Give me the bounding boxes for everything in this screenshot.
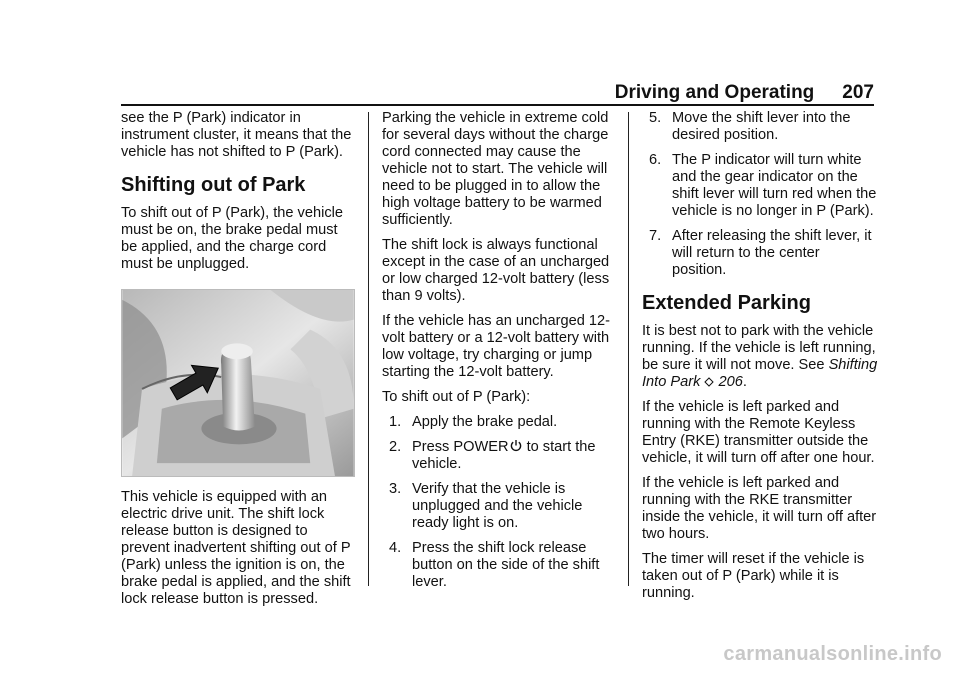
paragraph-uncharged-battery: If the vehicle has an uncharged 12-volt battery or a 12-volt battery with low voltage, try charging or jump starting the 12-volt battery. <box>382 313 610 380</box>
column-divider <box>628 112 629 586</box>
list-item: 4. Press the shift lock release button on the side of the shift lever. <box>389 540 600 590</box>
paragraph-extreme-cold: Parking the vehicle in extreme cold for several days without the charge cord connected may cause the vehicle not to start. The vehicle will need to be plugged in to allow the high voltage battery to be warmed sufficiently. <box>382 110 609 228</box>
watermark: carmanualsonline.info <box>723 643 942 665</box>
page-reference-icon <box>704 377 714 387</box>
paragraph-to-shift: To shift out of P (Park): <box>382 389 531 405</box>
running-header <box>615 82 874 104</box>
list-item: 3. Verify that the vehicle is unplugged and the vehicle ready light is on. <box>389 481 583 531</box>
paragraph-shift-requirements: To shift out of P (Park), the vehicle must be on, the brake pedal must be applied, and the charge cord must be unplugged. <box>121 205 343 272</box>
list-item: 7. After releasing the shift lever, it will return to the center position. <box>649 228 872 278</box>
list-item: 1. Apply the brake pedal. <box>389 414 558 430</box>
heading-extended-parking: Extended Parking <box>642 292 811 314</box>
paragraph-best-not-to-park: It is best not to park with the vehicle running. If the vehicle is left running, be sure it will not move. See Shifting Into Park 206. <box>642 323 878 390</box>
heading-shifting-out-of-park: Shifting out of Park <box>121 174 306 196</box>
paragraph-shift-lock-functional: The shift lock is always functional except in the case of an uncharged or low charged 12-volt battery (less than 9 volts). <box>382 237 610 304</box>
column-right <box>642 110 878 610</box>
cross-reference-link[interactable]: Shifting Into Park 206 <box>642 357 878 390</box>
paragraph-intro: see the P (Park) indicator in instrument cluster, it means that the vehicle has not shifted to P (Park). <box>121 110 352 160</box>
power-icon <box>510 439 522 452</box>
list-item: 5. Move the shift lever into the desired position. <box>649 110 851 143</box>
paragraph-rke-inside: If the vehicle is left parked and running with the RKE transmitter inside the vehicle, it will turn off after two hours. <box>642 475 877 542</box>
paragraph-timer-reset: The timer will reset if the vehicle is taken out of P (Park) while it is running. <box>642 551 865 601</box>
steps-list-b <box>642 110 878 279</box>
list-item: 2. Press POWER to start the vehicle. <box>389 439 596 472</box>
list-item: 6. The P indicator will turn white and the gear indicator on the shift lever will turn red when the vehicle is no longer in P (Park). <box>649 152 877 219</box>
paragraph-electric-drive: This vehicle is equipped with an electric drive unit. The shift lock release button is designed to prevent inadvertent shifting out of P (Park) unless the ignition is on, the brake pedal is applied, and the shift lock release button is pressed. <box>121 489 351 607</box>
column-left <box>121 110 356 616</box>
column-divider <box>368 112 369 586</box>
page-number: 207 <box>842 82 874 103</box>
steps-list-a <box>382 414 618 591</box>
section-title: Driving and Operating <box>614 82 815 103</box>
paragraph-rke-outside: If the vehicle is left parked and running with the Remote Keyless Entry (RKE) transmitter outside the vehicle, it will turn off after one hour. <box>642 399 875 466</box>
header-rule <box>121 104 874 106</box>
column-middle <box>382 110 618 599</box>
shift-lever-photo <box>121 289 355 477</box>
